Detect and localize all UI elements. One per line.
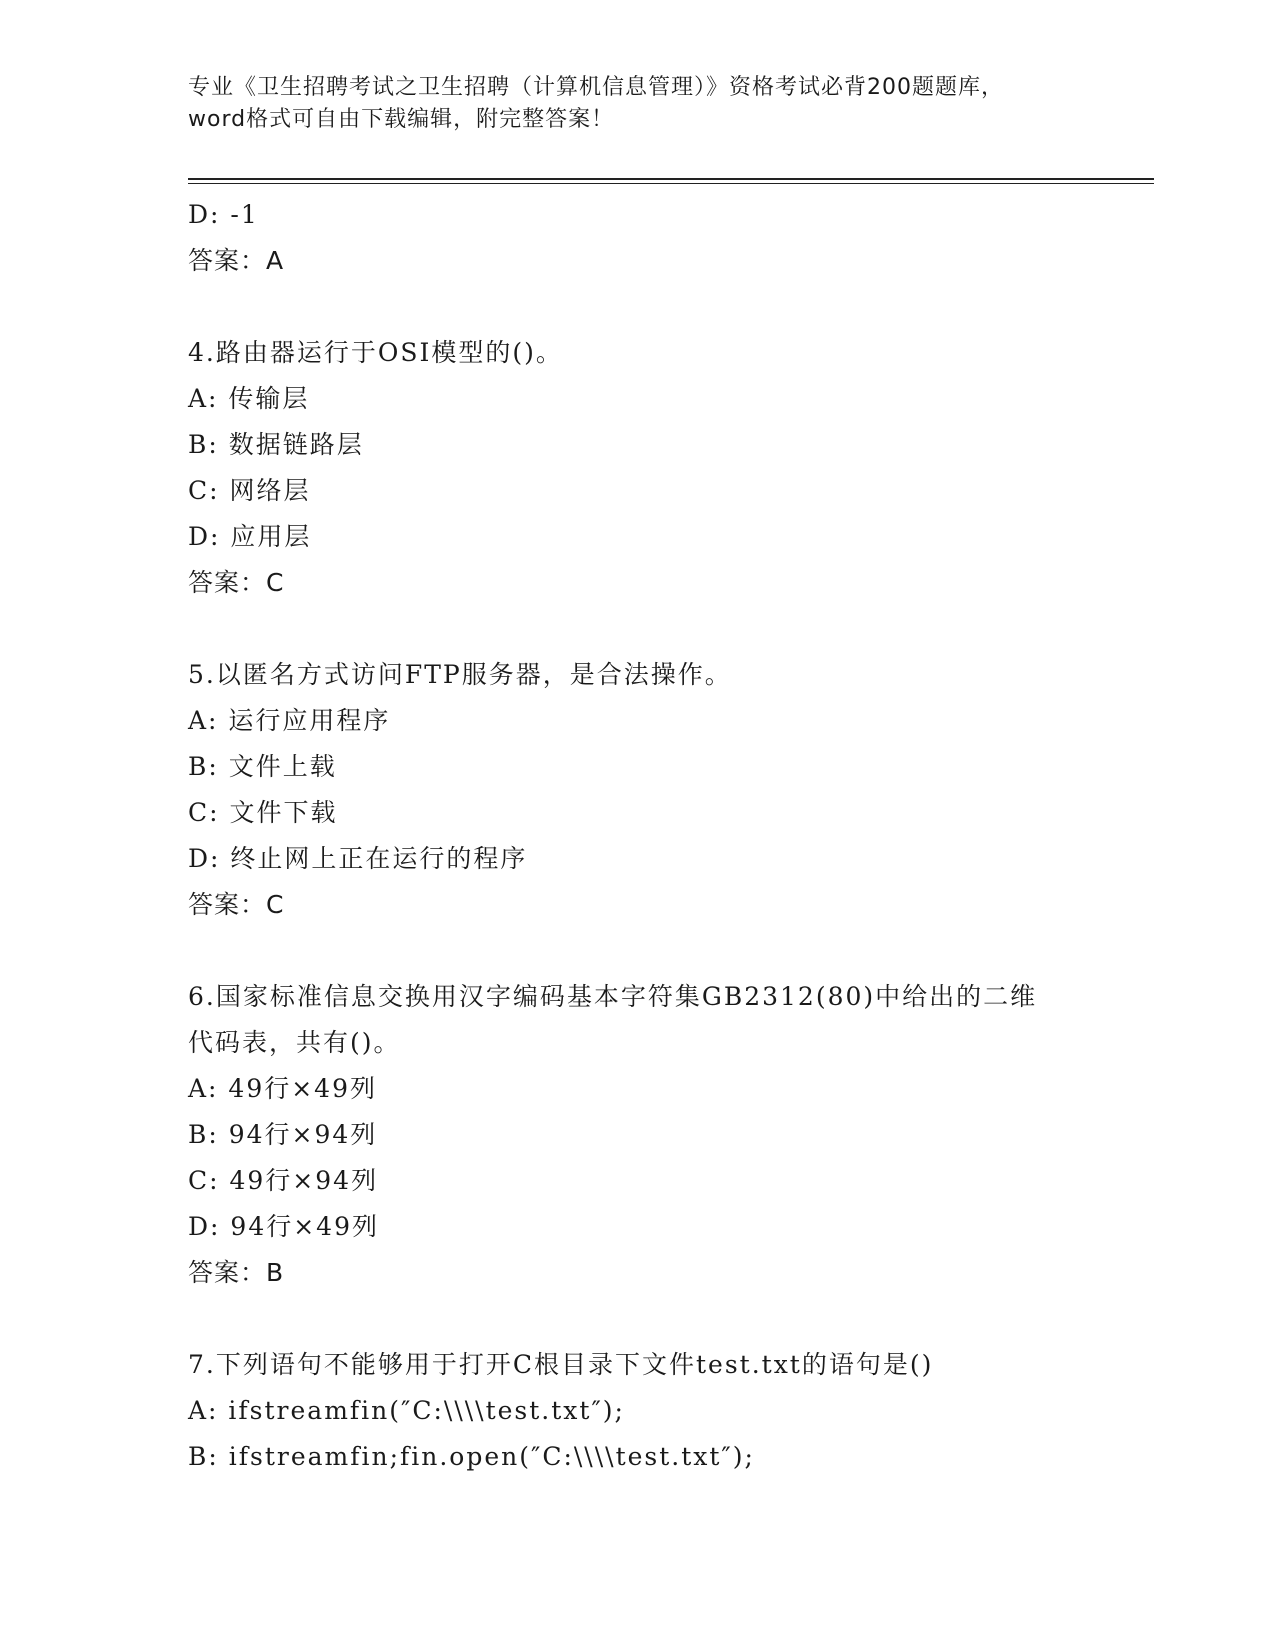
option-c: C: 网络层 (188, 476, 311, 505)
header-line-1: 专业《卫生招聘考试之卫生招聘（计算机信息管理）》资格考试必背200题题库， (188, 75, 1004, 100)
option-a: A: 运行应用程序 (188, 706, 391, 735)
question-stem-line-2: 代码表，共有()。 (188, 1028, 401, 1057)
option-c: C: 文件下载 (188, 798, 338, 827)
spacer (188, 606, 1088, 652)
header-line-2: word格式可自由下载编辑，附完整答案！ (188, 107, 615, 132)
question-6 (188, 974, 1088, 1296)
answer: 答案：A (188, 246, 285, 275)
header-divider-thin (188, 183, 1154, 184)
option-b: B: ifstreamfin;fin.open(″C:\\\\test.txt″); (188, 1442, 755, 1471)
question-stem: 5.以匿名方式访问FTP服务器，是合法操作。 (188, 660, 732, 689)
spacer (188, 928, 1088, 974)
question-5 (188, 652, 1088, 928)
option-a: A: ifstreamfin(″C:\\\\test.txt″); (188, 1396, 625, 1425)
option-c: C: 49行×94列 (188, 1166, 379, 1195)
option-d: D: 终止网上正在运行的程序 (188, 844, 528, 873)
document-header (188, 72, 1088, 136)
spacer (188, 1296, 1088, 1342)
option-b: B: 数据链路层 (188, 430, 364, 459)
document-body (188, 192, 1088, 1480)
option-b: B: 94行×94列 (188, 1120, 378, 1149)
question-4 (188, 330, 1088, 606)
answer: 答案：B (188, 1258, 285, 1287)
header-divider-thick (188, 178, 1154, 180)
question-stem: 7.下列语句不能够用于打开C根目录下文件test.txt的语句是() (188, 1350, 934, 1379)
spacer (188, 284, 1088, 330)
option-d: D: 应用层 (188, 522, 312, 551)
option-b: B: 文件上载 (188, 752, 337, 781)
option-d: D: -1 (188, 200, 259, 229)
option-a: A: 49行×49列 (188, 1074, 377, 1103)
question-stem-line-1: 6.国家标准信息交换用汉字编码基本字符集GB2312(80)中给出的二维 (188, 982, 1038, 1011)
option-d: D: 94行×49列 (188, 1212, 379, 1241)
answer: 答案：C (188, 890, 285, 919)
question-stem: 4.路由器运行于OSI模型的()。 (188, 338, 563, 367)
answer: 答案：C (188, 568, 285, 597)
option-a: A: 传输层 (188, 384, 310, 413)
question-7 (188, 1342, 1088, 1480)
